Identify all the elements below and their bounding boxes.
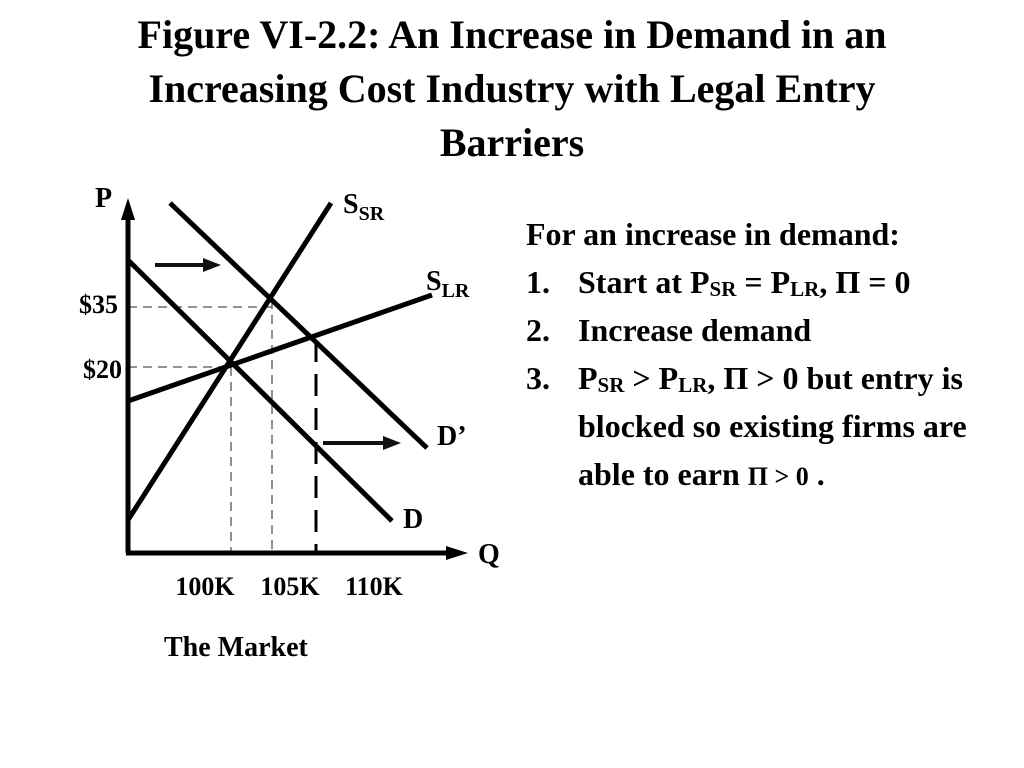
- notes-heading: For an increase in demand:: [526, 216, 900, 252]
- short-run-supply-label: [343, 189, 385, 225]
- demand-shift-arrowhead-upper: [203, 258, 221, 272]
- demand-shift-arrowhead-lower: [383, 436, 401, 450]
- y-axis-arrowhead: [121, 198, 135, 220]
- price-tick-20: $20: [83, 355, 122, 384]
- demand-curve-d-prime: [170, 203, 427, 448]
- ssr-main: S: [343, 189, 359, 220]
- x-axis-arrowhead: [446, 546, 468, 560]
- demand-curve-d: [128, 260, 392, 521]
- notes-item-2: [526, 306, 1016, 354]
- price-tick-35: $35: [79, 290, 118, 319]
- slr-sub: LR: [441, 280, 470, 302]
- y-axis-label: P: [95, 183, 113, 214]
- quantity-tick-110k: 110K: [345, 572, 403, 601]
- x-axis-label: Q: [478, 539, 500, 570]
- quantity-tick-100k: 100K: [175, 572, 235, 601]
- demand-d-label: D: [403, 504, 424, 535]
- notes-item-3: [526, 354, 1016, 501]
- notes-item-1-number: 1.: [526, 264, 550, 300]
- title-line-3: Barriers: [439, 120, 585, 165]
- title-line-1: Figure VI-2.2: An Increase in Demand in an: [137, 12, 887, 57]
- title-line-2: Increasing Cost Industry with Legal Entry: [148, 66, 876, 111]
- demand-d-prime-label: D’: [437, 421, 467, 452]
- notes-item-1-text: Start at $P_{SR} = P_{LR}$, Π = 0: [578, 264, 911, 301]
- explanation-notes: [526, 210, 1016, 501]
- long-run-supply-label: [426, 266, 470, 302]
- notes-item-1: [526, 258, 1016, 306]
- slr-main: S: [426, 266, 442, 297]
- notes-item-2-text: Increase demand: [578, 312, 812, 348]
- diagram-caption: The Market: [164, 632, 308, 663]
- notes-item-3-number: 3.: [526, 360, 550, 396]
- ssr-sub: SR: [358, 203, 385, 225]
- notes-item-3-text: $P_{SR} > P_{LR}$, Π > 0 but entry is blocked so existing firms are able to earn Π > 0 .: [578, 360, 967, 492]
- notes-item-2-number: 2.: [526, 312, 550, 348]
- quantity-tick-105k: 105K: [260, 572, 320, 601]
